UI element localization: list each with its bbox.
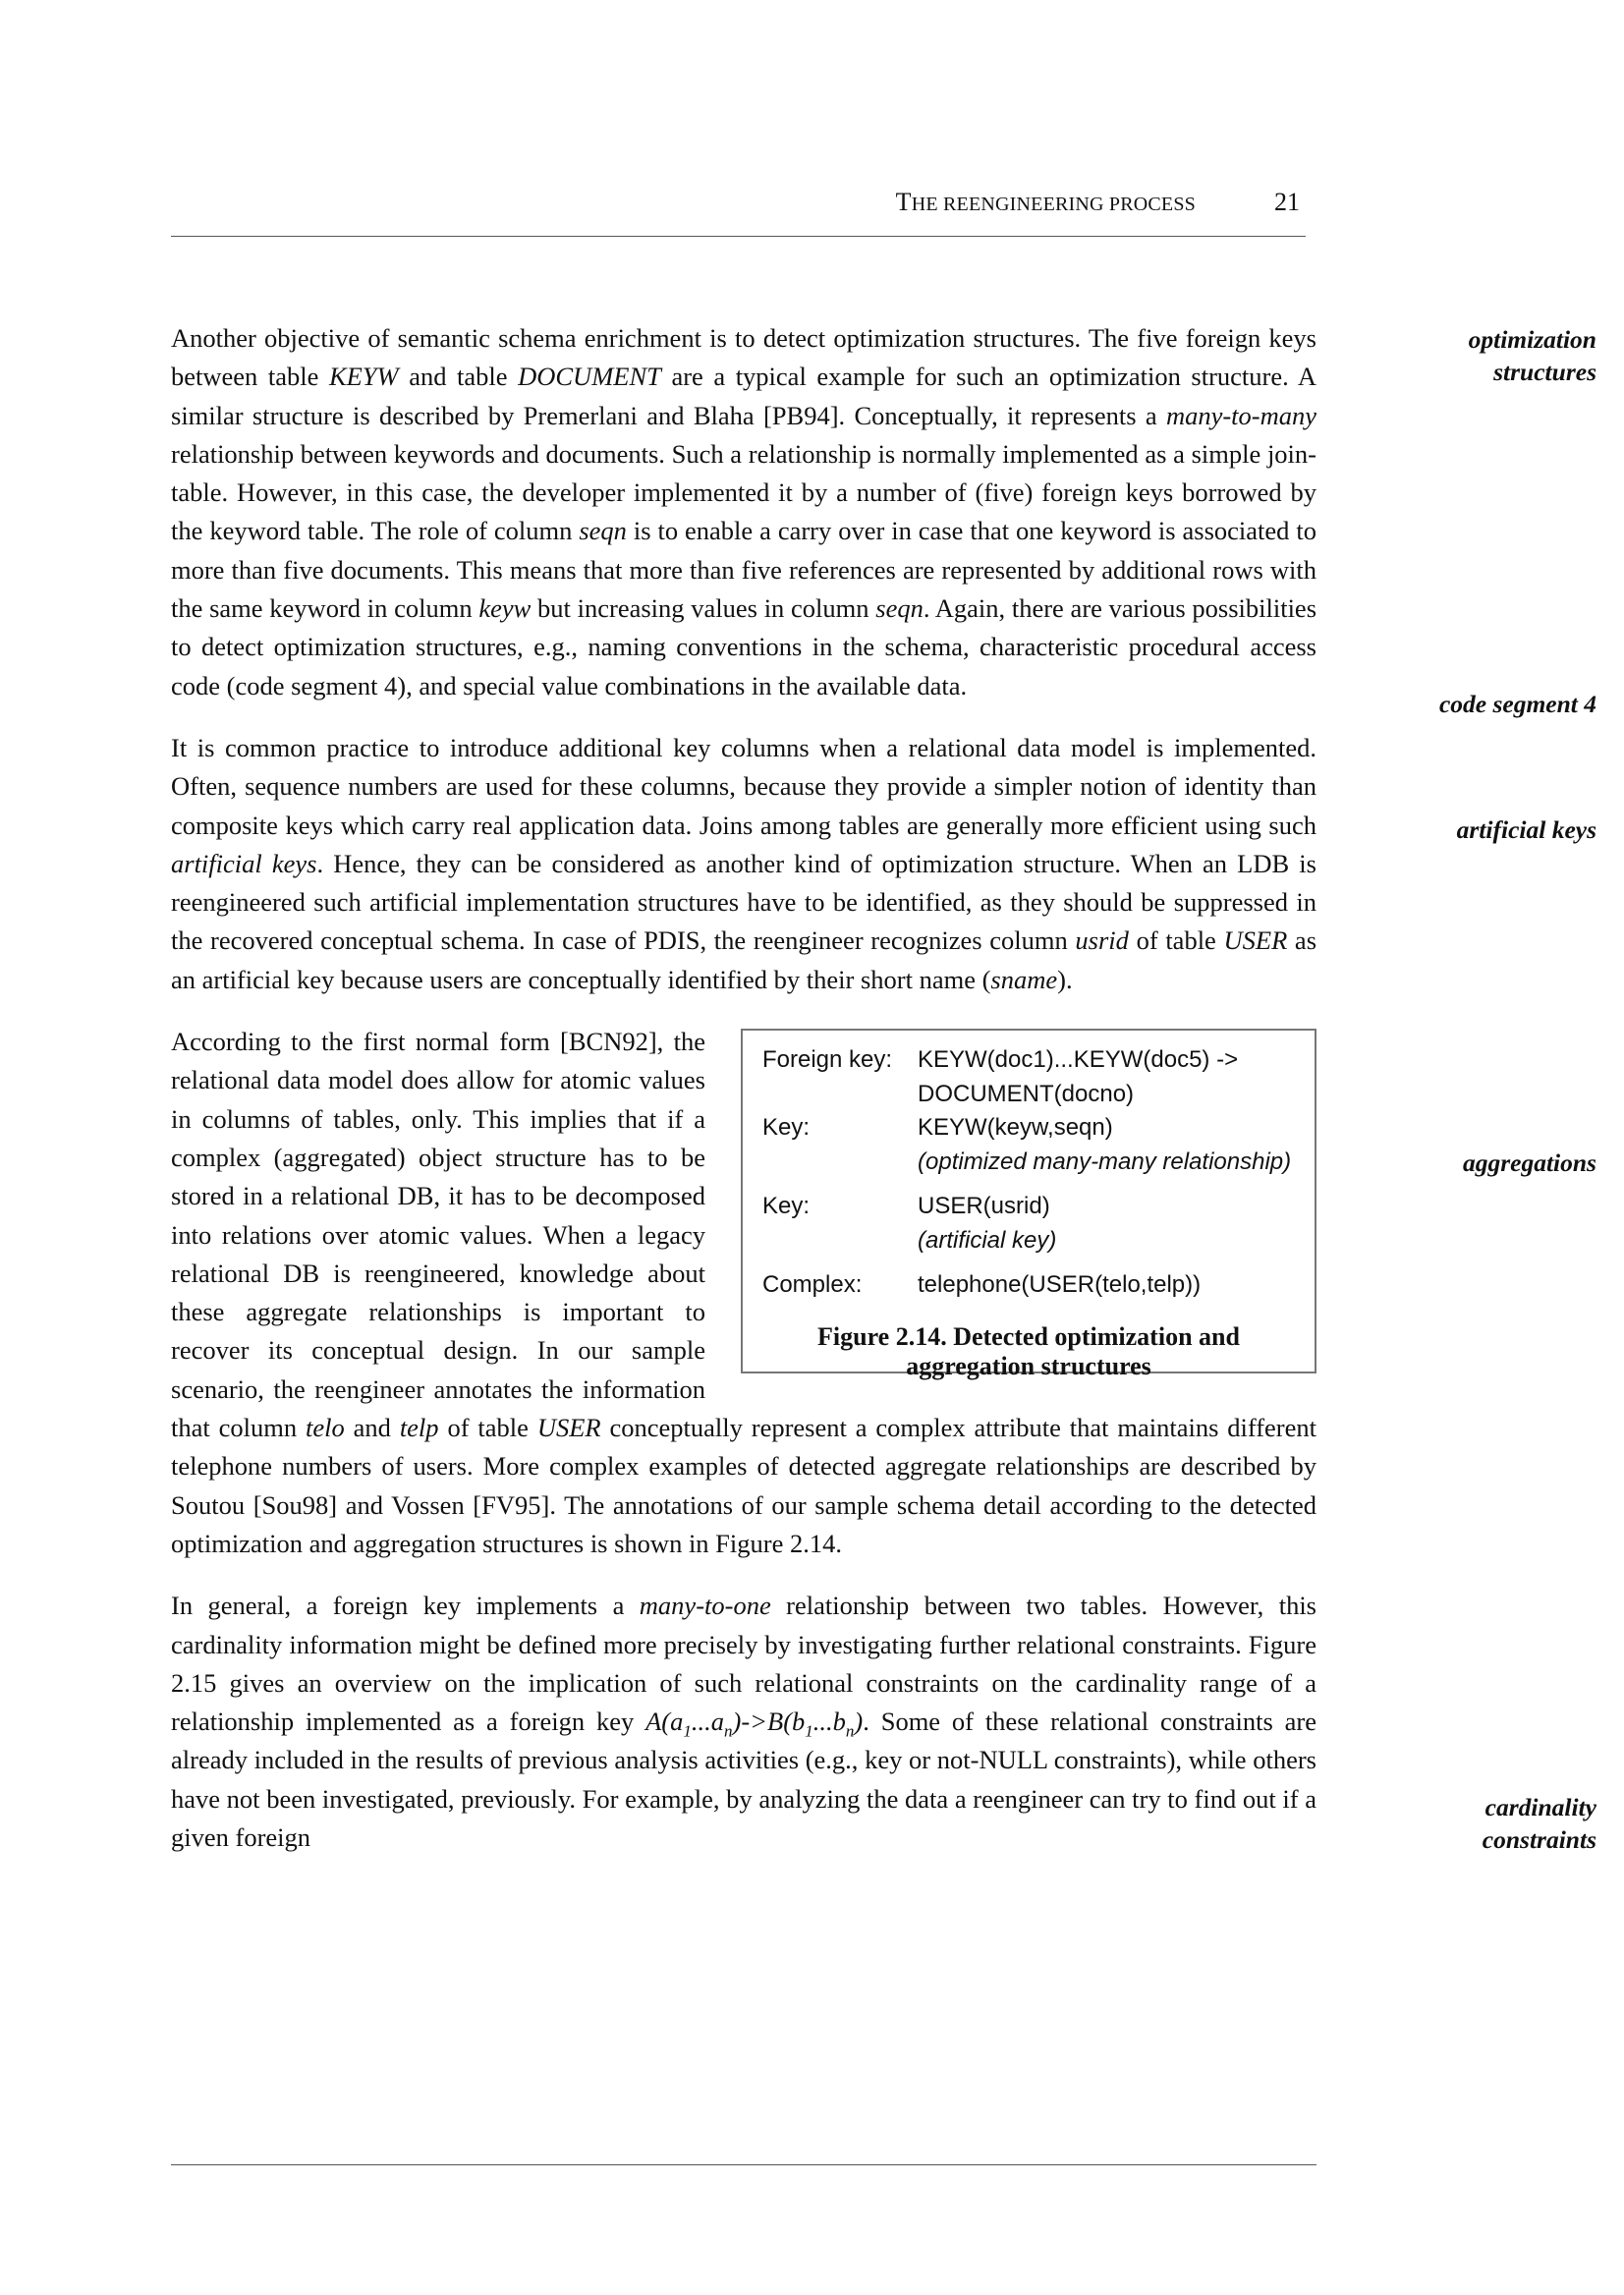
page-number: 21 [1274,188,1300,216]
paragraph-artificial-keys: It is common practice to introduce additional key columns when a relational data model is implemented. Often, sequence numbers are used for these columns, because they provide a simpler notion of identity than composite keys which carry real application data. Joins among tables are generally more efficient using such artificial keys. Hence, they can be considered as another kind of optimization structure. When an LDB is reengineered such artificial implementation structures have to be identified, as they should be suppressed in the recovered conceptual schema. In case of PDIS, the reengineer recognizes column usrid of table USER as an artificial key because users are conceptually identified by their short name (sname). [171,732,1317,994]
running-title: THE REENGINEERING PROCESS [895,188,1196,216]
figure-caption: Figure 2.14. Detected optimization and aggregation structures [817,1321,1240,1380]
paragraph-aggregations: Foreign key: KEYW(doc1)...KEYW(doc5) -> DOCUMENT(docno) Key: KEYW(keyw,seqn) (optimized many-many relationship) Key: USER(usrid) (artificial key) Complex: telephone(USER(telo,telp)) Figure 2.14. Detected optimization and aggregation structures According to the first normal form [BCN92], the relational data model does allow for atomic values in columns of tables, only. This implies that if a complex (aggregated) object structure has to be stored in a relational DB, it has to be decomposed into relations over atomic values. When a legacy relational DB is reengineered, knowledge about these aggregate relationships is important to recover its conceptual design. In our sample scenario, the reengineer annotates the information that column telo and telp of table USER conceptually represent a complex attribute that maintains different telephone numbers of users. More complex examples of detected aggregate relationships are described by Soutou [Sou98] and Vossen [FV95]. The annotations of our sample schema detail according to the detected optimization and aggregation structures is shown in Figure 2.14. [171,1027,1317,1558]
figure-row: Key: USER(usrid) [762,1193,1050,1220]
figure-row: Foreign key: KEYW(doc1)...KEYW(doc5) -> [762,1046,1239,1074]
page-header [171,185,1306,237]
margin-note-code-segment-4: code segment 4 [1438,690,1596,718]
figure-row: Complex: telephone(USER(telo,telp)) [762,1271,1202,1299]
paragraph-cardinality: In general, a foreign key implements a many-to-one relationship between two tables. However, this cardinality information might be defined more precisely by investigating further relational constraints. Figure 2.15 gives an overview on the implication of such relational constraints on the cardinality range of a relationship implemented as a foreign key $A(a_1...a_n)->B(b_1...b_n)$. Some of these relational constraints are already included in the results of previous analysis activities (e.g., key or not-NULL constraints), while others have not been investigated, previously. For example, by analyzing the data a reengineer can try to find out if a given foreign [171,1591,1316,1852]
margin-note-artificial-keys: artificial keys [1456,815,1596,844]
figure-row: Key: KEYW(keyw,seqn) [762,1114,1113,1142]
figure-2-14 [741,1029,1316,1380]
figure-row: DOCUMENT(docno) [918,1080,1135,1107]
body-text [171,319,1316,1880]
figure-row: (artificial key) [918,1226,1057,1254]
footer-rule [171,2164,1316,2165]
margin-note-cardinality-constraints: cardinality constraints [1482,1793,1596,1854]
paragraph-optimization: Another objective of semantic schema enrichment is to detect optimization structures. The five foreign keys between table KEYW and table DOCUMENT are a typical example for such an optimization structure. A similar structure is described by Premerlani and Blaha [PB94]. Conceptually, it represents a many-to-many relationship between keywords and documents. Such a relationship is normally implemented as a simple join-table. However, in this case, the developer implemented it by a number of (five) foreign keys borrowed by the keyword table. The role of column seqn is to enable a carry over in case that one keyword is associated to more than five documents. This means that more than five references are represented by additional rows with the same keyword in column keyw but increasing values in column seqn. Again, there are various possibilities to detect optimization structures, e.g., naming conventions in the schema, characteristic procedural access code (code segment 4), and special value combinations in the available data. [171,323,1317,700]
margin-note-optimization-structures: optimization structures [1468,325,1596,386]
figure-row: (optimized many-many relationship) [918,1148,1292,1175]
margin-note-aggregations: aggregations [1462,1148,1596,1177]
